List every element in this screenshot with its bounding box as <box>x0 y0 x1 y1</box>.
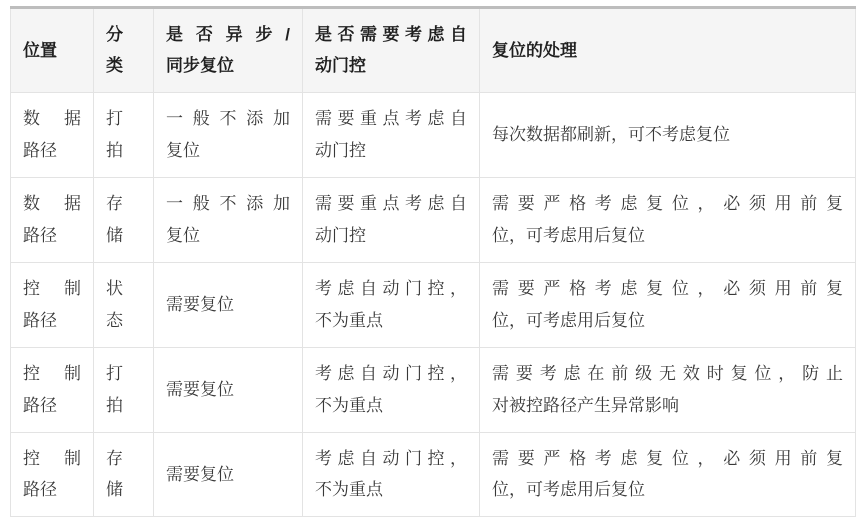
cell-async-sync-reset <box>154 262 303 347</box>
cell-text: 控制 路径 <box>23 448 81 500</box>
cell-text: 打 拍 <box>106 364 123 415</box>
cell-text: 需要复位 <box>166 380 234 400</box>
cell-category <box>94 347 154 432</box>
col-header-auto-gating <box>303 8 480 93</box>
cell-text: 状 态 <box>106 279 123 330</box>
cell-text: 需要复位 <box>166 295 234 315</box>
cell-reset-handling <box>480 92 856 177</box>
cell-reset-handling <box>480 177 856 262</box>
col-header-location <box>11 8 94 93</box>
col-header-reset-handling-label: 复位的处理 <box>492 40 577 60</box>
cell-text: 数据 路径 <box>23 194 81 245</box>
cell-reset-handling <box>480 347 856 432</box>
table-row <box>11 92 856 177</box>
cell-text: 需要严格考虑复位，必须用前复 位，可考虑用后复位 <box>492 448 843 500</box>
col-header-async-sync-reset-label: 是否异步/ 同步复位 <box>166 25 290 76</box>
col-header-async-sync-reset <box>154 8 303 93</box>
cell-location <box>11 347 94 432</box>
cell-text: 数据 路径 <box>23 109 81 160</box>
cell-text: 需要考虑在前级无效时复位，防止 对被控路径产生异常影响 <box>492 364 843 415</box>
cell-text: 考虑自动门控， 不为重点 <box>315 279 467 330</box>
cell-category <box>94 262 154 347</box>
cell-text: 打 拍 <box>106 109 123 160</box>
cell-async-sync-reset <box>154 177 303 262</box>
reset-handling-table <box>10 6 856 517</box>
cell-async-sync-reset <box>154 92 303 177</box>
cell-text: 需要重点考虑自 动门控 <box>315 194 467 245</box>
cell-text: 需要严格考虑复位，必须用前复 位，可考虑用后复位 <box>492 194 843 245</box>
cell-reset-handling <box>480 432 856 516</box>
cell-category <box>94 177 154 262</box>
cell-location <box>11 432 94 516</box>
col-header-category-label: 分 类 <box>106 25 123 76</box>
cell-location <box>11 92 94 177</box>
cell-category <box>94 432 154 516</box>
cell-auto-gating <box>303 177 480 262</box>
cell-auto-gating <box>303 432 480 516</box>
cell-text: 每次数据都刷新，可不考虑复位 <box>492 125 730 145</box>
cell-auto-gating <box>303 262 480 347</box>
cell-text: 控制 路径 <box>23 279 81 330</box>
cell-text: 需要重点考虑自 动门控 <box>315 109 467 160</box>
table-row <box>11 432 856 516</box>
header-row <box>11 8 856 93</box>
cell-location <box>11 177 94 262</box>
col-header-category <box>94 8 154 93</box>
col-header-location-label: 位置 <box>23 40 57 60</box>
cell-text: 一般不添加 复位 <box>166 109 290 160</box>
cell-location <box>11 262 94 347</box>
cell-async-sync-reset <box>154 347 303 432</box>
cell-async-sync-reset <box>154 432 303 516</box>
cell-text: 存 储 <box>106 448 123 500</box>
table-row <box>11 262 856 347</box>
cell-auto-gating <box>303 347 480 432</box>
cell-text: 一般不添加 复位 <box>166 194 290 245</box>
cell-auto-gating <box>303 92 480 177</box>
col-header-reset-handling <box>480 8 856 93</box>
cell-text: 控制 路径 <box>23 364 81 415</box>
cell-text: 需要复位 <box>166 464 234 484</box>
cell-category <box>94 92 154 177</box>
table-row <box>11 177 856 262</box>
cell-reset-handling <box>480 262 856 347</box>
col-header-auto-gating-label: 是否需要考虑自 动门控 <box>315 25 467 76</box>
cell-text: 需要严格考虑复位，必须用前复 位，可考虑用后复位 <box>492 279 843 330</box>
table-row <box>11 347 856 432</box>
cell-text: 存 储 <box>106 194 123 245</box>
cell-text: 考虑自动门控， 不为重点 <box>315 364 467 415</box>
cell-text: 考虑自动门控， 不为重点 <box>315 448 467 500</box>
